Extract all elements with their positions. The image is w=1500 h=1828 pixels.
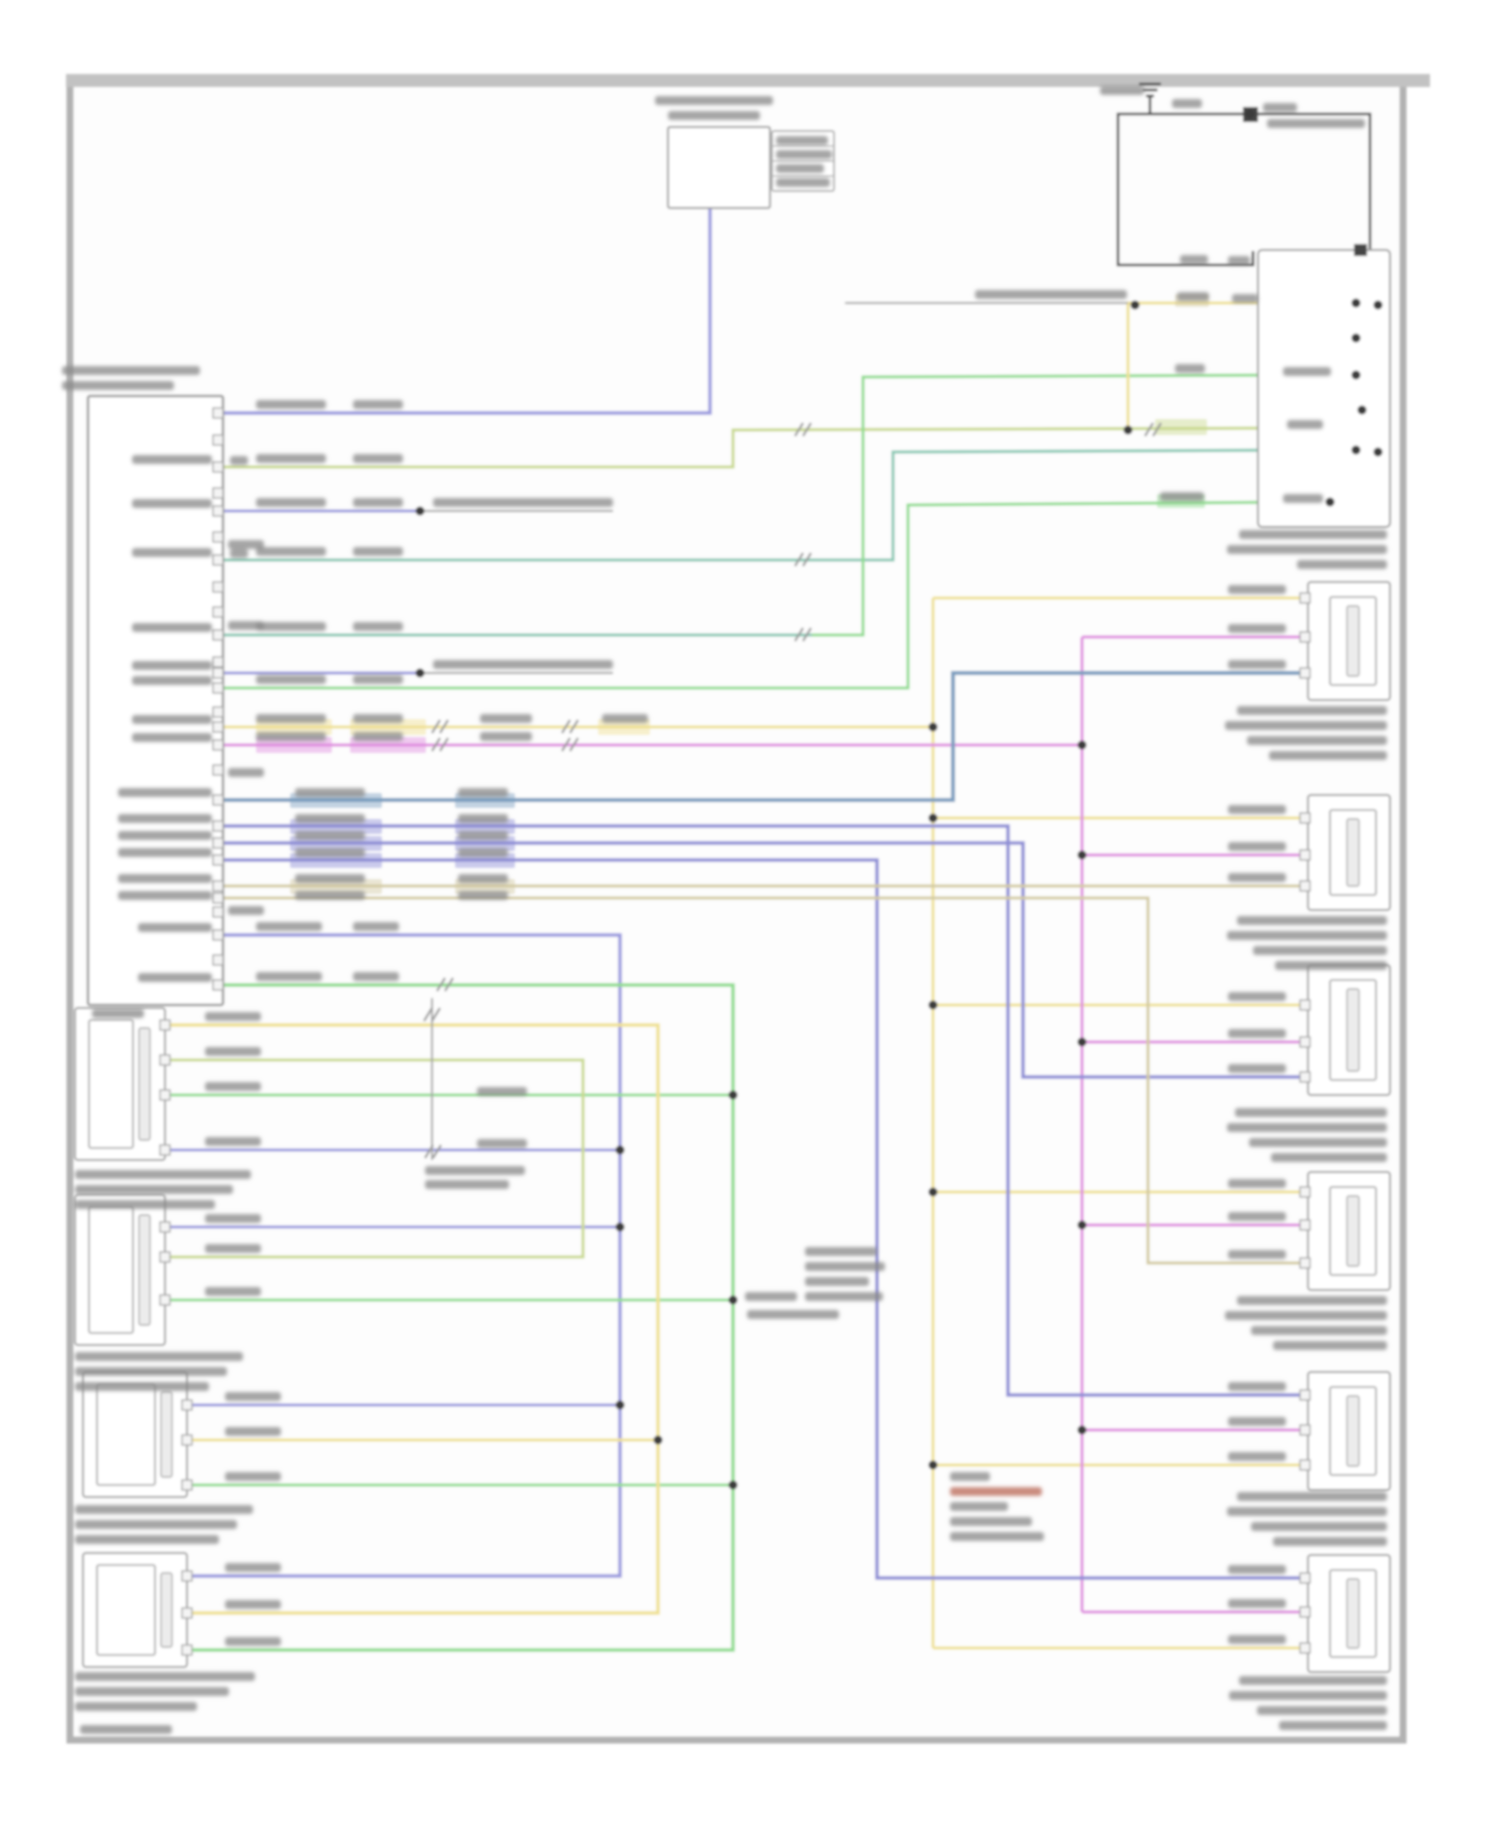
pin-stub [160,1222,170,1232]
label-smudge [205,1137,261,1146]
label-smudge [75,1185,233,1194]
label-smudge [1228,660,1286,669]
label-smudge [747,1310,839,1319]
label-smudge [225,1637,281,1646]
label-smudge [132,623,212,632]
pin-stub [213,532,223,542]
label-smudge [353,547,403,556]
pin-stub [1300,881,1310,891]
label-smudge [75,1200,215,1209]
label-smudge [776,150,832,159]
label-smudge [295,848,365,857]
label-smudge [353,675,403,684]
label-smudge [1237,1296,1387,1305]
pin-stub [213,722,223,732]
label-smudge [1269,751,1387,760]
label-smudge [132,661,212,670]
pin-stub [1300,632,1310,642]
label-smudge [118,891,212,900]
junction-dot [729,1091,738,1100]
label-smudge [118,831,212,840]
label-smudge [1239,530,1387,539]
label-smudge [92,1009,144,1018]
pin-stub [213,881,223,891]
junction-dot [654,1436,663,1445]
label-smudge [230,549,248,558]
label-smudge [132,676,212,685]
label-smudge [1228,873,1286,882]
label-smudge [776,164,824,173]
pin-stub [213,435,223,445]
label-smudge [1228,1212,1286,1221]
label-smudge [776,136,828,145]
label-smudge [1251,1522,1387,1531]
label-smudge [950,1472,990,1481]
label-smudge [1271,1153,1387,1162]
fuse-icon [1354,244,1367,256]
connector-box-bar [1347,1196,1359,1266]
label-smudge [1227,931,1387,940]
label-smudge [425,1180,509,1189]
label-smudge [75,1687,229,1696]
label-smudge [225,1392,281,1401]
switch-box [1258,250,1390,527]
junction-dot [1352,299,1361,308]
label-smudge [1228,1179,1286,1188]
label-smudge [1228,1029,1286,1038]
pin-stub [213,668,223,678]
label-smudge [1228,585,1286,594]
connector-box-bar [1347,1579,1359,1648]
label-smudge [256,714,326,723]
label-smudge [256,547,326,556]
pin-stub [213,462,223,472]
wire-code-block [1155,419,1207,435]
connector-box-bar [139,1215,150,1325]
junction-dot [1124,426,1133,435]
label-smudge [1227,545,1387,554]
pin-stub [1300,1460,1310,1470]
label-smudge [205,1244,261,1253]
connector-box-bar [1347,606,1359,676]
pin-stub [182,1571,192,1581]
label-smudge [353,454,403,463]
label-smudge [118,848,212,857]
junction-dot [1078,1221,1087,1230]
label-smudge [75,1535,219,1544]
page-sheet [70,78,1403,1740]
label-smudge [295,788,365,797]
label-smudge [118,874,212,883]
pin-stub [1300,1220,1310,1230]
pin-stub [1300,668,1310,678]
label-smudge [138,923,212,932]
pin-stub [182,1400,192,1410]
label-smudge [1263,103,1297,112]
label-smudge [138,973,212,982]
junction-dot [616,1401,625,1410]
label-smudge [295,874,365,883]
label-smudge [225,1563,281,1572]
label-smudge [1283,367,1331,376]
label-smudge [295,891,365,900]
label-smudge [80,1725,172,1734]
label-smudge [1237,1492,1387,1501]
junction-dot [616,1146,625,1155]
pin-stub [182,1480,192,1490]
pin-stub [182,1645,192,1655]
pin-stub [213,795,223,805]
label-smudge [256,972,322,981]
pin-stub [213,555,223,565]
pin-stub [213,980,223,990]
pin-stub [182,1435,192,1445]
label-smudge [1228,256,1250,265]
pin-stub [160,1020,170,1030]
label-smudge [353,622,403,631]
pin-stub [213,683,223,693]
label-smudge [1247,736,1387,745]
label-smudge [75,1505,253,1514]
label-smudge [745,1292,797,1301]
label-smudge [353,714,403,723]
pin-stub [213,488,223,498]
junction-dot [416,669,425,678]
pin-stub [1300,1643,1310,1653]
label-smudge [75,1520,237,1529]
label-smudge [62,366,200,375]
label-smudge [433,660,613,669]
label-smudge [668,111,760,120]
label-smudge [425,1166,525,1175]
pin-stub [1300,1425,1310,1435]
pin-stub [1300,850,1310,860]
connector-box-bar [1347,989,1359,1071]
pin-stub [160,1252,170,1262]
label-smudge [228,906,264,915]
label-smudge [1160,492,1204,501]
label-smudge [458,814,508,823]
label-smudge [1228,1635,1286,1644]
label-smudge [228,540,264,549]
label-smudge [132,733,212,742]
label-smudge [950,1532,1044,1541]
label-smudge [75,1367,227,1376]
junction-dot [1078,741,1087,750]
label-smudge [1283,494,1323,503]
pin-stub [213,907,223,917]
label-smudge [1287,420,1323,429]
connector-box-bar [161,1392,172,1477]
label-smudge [256,732,326,741]
pin-stub [213,838,223,848]
label-smudge [1175,364,1205,373]
label-smudge [1228,624,1286,633]
page-top-bar [66,74,1430,87]
label-smudge [295,831,365,840]
junction-dot [1374,448,1383,457]
label-smudge [1235,1108,1387,1117]
label-smudge [1249,1138,1387,1147]
junction-dot [1131,301,1140,310]
label-smudge [655,96,773,105]
label-smudge [75,1170,251,1179]
label-smudge [433,498,613,507]
label-smudge [205,1047,261,1056]
label-smudge [1228,805,1286,814]
junction-dot [1374,301,1383,310]
label-smudge [950,1502,1008,1511]
junction-dot [929,814,938,823]
label-smudge [1228,1250,1286,1259]
junction-dot [616,1223,625,1232]
label-smudge [805,1262,885,1271]
junction-dot [729,1481,738,1490]
label-smudge [1273,1537,1387,1546]
pin-stub [213,740,223,750]
label-smudge [1232,294,1258,303]
label-smudge [1227,1123,1387,1132]
junction-dot [1078,851,1087,860]
label-smudge [132,455,212,464]
junction-dot [416,507,425,516]
label-smudge [1275,961,1387,970]
label-smudge [1180,255,1208,264]
label-smudge [1251,1326,1387,1335]
label-smudge [225,1600,281,1609]
label-smudge [353,732,403,741]
connector-box-inner [89,1020,133,1148]
label-smudge [1100,86,1144,95]
pin-stub [1300,1037,1310,1047]
label-smudge [256,675,326,684]
label-smudge [480,732,532,741]
label-smudge [353,922,399,931]
label-smudge [75,1352,243,1361]
label-smudge [205,1082,261,1091]
pin-stub [1300,1258,1310,1268]
connector-box-bar [139,1028,150,1140]
junction-dot [929,1188,938,1197]
label-smudge [1279,1721,1387,1730]
label-smudge [776,178,830,187]
label-smudge [1237,706,1387,715]
label-smudge [1228,1382,1286,1391]
label-smudge [75,1382,209,1391]
connector-box-bar [1347,819,1359,886]
label-smudge [295,814,365,823]
label-smudge [1228,1565,1286,1574]
label-smudge [1229,1691,1387,1700]
label-smudge [230,456,248,465]
pin-stub [182,1608,192,1618]
label-smudge [1273,1341,1387,1350]
label-smudge [132,715,212,724]
diagram-root [62,74,1430,1740]
label-smudge [805,1277,869,1286]
connector-box-bar [161,1573,172,1647]
label-smudge [205,1214,261,1223]
pin-stub [160,1145,170,1155]
label-smudge [950,1487,1042,1496]
label-smudge [62,381,174,390]
pin-stub [213,821,223,831]
connector-box-inner [97,1565,155,1655]
label-smudge [225,1427,281,1436]
label-smudge [805,1247,877,1256]
junction-dot [729,1296,738,1305]
pin-stub [1300,1390,1310,1400]
junction-dot [1352,446,1361,455]
label-smudge [1297,560,1387,569]
junction-dot [1078,1038,1087,1047]
pin-stub [213,657,223,667]
label-smudge [353,972,399,981]
junction-dot [1078,1426,1087,1435]
pin-stub [213,893,223,903]
left-module-box [88,396,223,1005]
top-center-box [668,127,770,208]
pin-stub [1300,593,1310,603]
junction-dot [1352,334,1361,343]
pin-stub [1300,1607,1310,1617]
label-smudge [950,1517,1032,1526]
junction-dot [929,723,938,732]
junction-dot [1326,498,1335,507]
label-smudge [256,922,322,931]
label-smudge [228,621,264,630]
label-smudge [1267,119,1365,128]
label-smudge [458,848,508,857]
label-smudge [602,714,648,723]
label-smudge [1253,946,1387,955]
label-smudge [1172,99,1202,108]
pin-stub [213,707,223,717]
junction-dot [929,1461,938,1470]
label-smudge [1239,1676,1387,1685]
label-smudge [805,1292,883,1301]
label-smudge [228,768,264,777]
pin-stub [1300,1000,1310,1010]
label-smudge [1257,1706,1387,1715]
junction-dot [1246,110,1255,119]
label-smudge [458,788,508,797]
label-smudge [256,454,326,463]
label-smudge [477,1087,527,1096]
label-smudge [458,874,508,883]
label-smudge [1177,292,1209,301]
label-smudge [118,814,212,823]
label-smudge [1228,992,1286,1001]
label-smudge [75,1672,255,1681]
label-smudge [458,831,508,840]
pin-stub [213,930,223,940]
label-smudge [1228,1417,1286,1426]
pin-stub [213,506,223,516]
pin-stub [213,955,223,965]
pin-stub [1300,1072,1310,1082]
label-smudge [225,1472,281,1481]
junction-dot [1358,406,1367,415]
label-smudge [1227,1507,1387,1516]
connector-box-inner [89,1207,133,1333]
pin-stub [213,630,223,640]
label-smudge [132,499,212,508]
pin-stub [160,1295,170,1305]
pin-stub [213,582,223,592]
label-smudge [1237,916,1387,925]
pin-stub [160,1055,170,1065]
label-smudge [132,548,212,557]
label-smudge [1225,721,1387,730]
label-smudge [1228,1064,1286,1073]
label-smudge [205,1012,261,1021]
label-smudge [353,400,403,409]
label-smudge [75,1702,197,1711]
junction-dot [1352,371,1361,380]
label-smudge [458,891,508,900]
pin-stub [160,1090,170,1100]
label-smudge [1225,1311,1387,1320]
pin-stub [1300,1187,1310,1197]
connector-box-bar [1347,1396,1359,1466]
label-smudge [1228,1452,1286,1461]
label-smudge [480,714,532,723]
label-smudge [1228,842,1286,851]
label-smudge [1228,1599,1286,1608]
label-smudge [256,622,326,631]
label-smudge [205,1287,261,1296]
label-smudge [353,498,403,507]
label-smudge [975,290,1127,299]
junction-dot [929,1001,938,1010]
pin-stub [213,408,223,418]
label-smudge [118,788,212,797]
pin-stub [1300,813,1310,823]
pin-stub [213,765,223,775]
label-smudge [256,498,326,507]
connector-box-inner [97,1384,155,1485]
label-smudge [477,1139,527,1148]
pin-stub [213,855,223,865]
pin-stub [1300,1573,1310,1583]
label-smudge [256,400,326,409]
pin-stub [213,607,223,617]
